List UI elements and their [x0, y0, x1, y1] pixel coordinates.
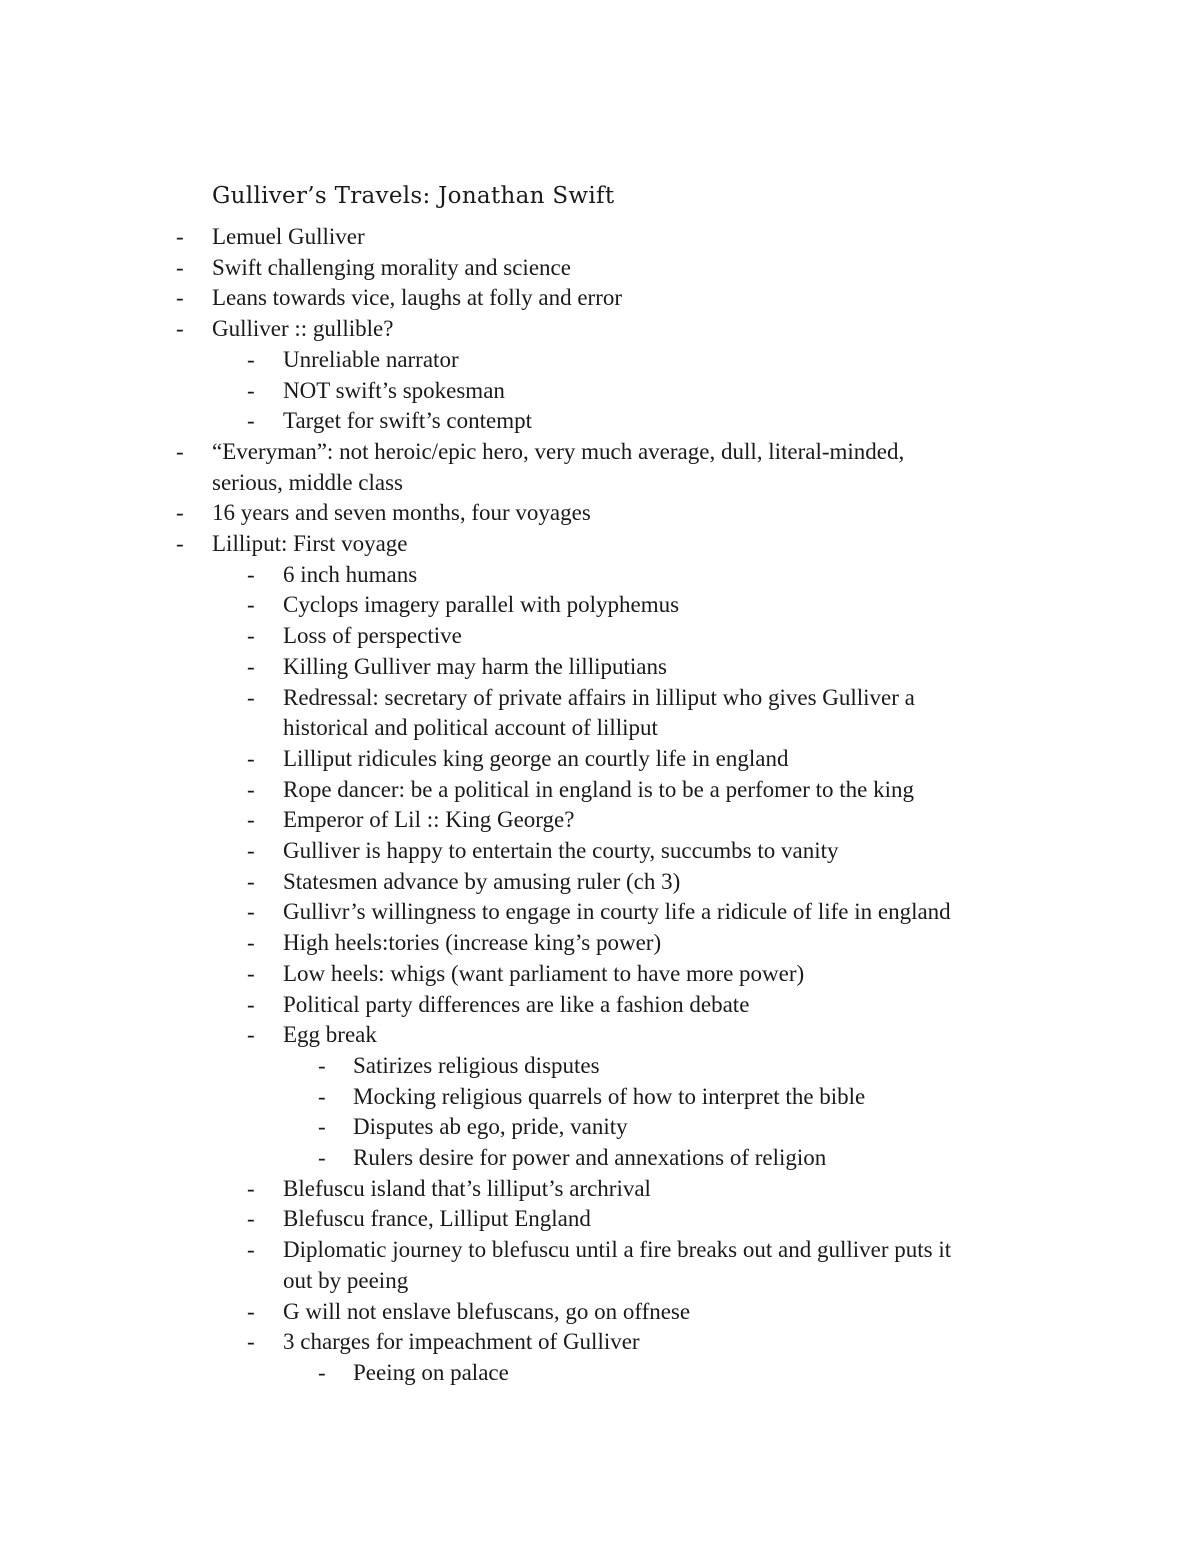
- list-item-level-2: Mocking religious quarrels of how to interpret the bible: [353, 1083, 866, 1109]
- bullet-dash: -: [247, 653, 255, 679]
- list-item-level-2: Satirizes religious disputes: [353, 1052, 600, 1078]
- bullet-dash: -: [247, 623, 255, 649]
- bullet-dash: -: [247, 1175, 255, 1201]
- list-item-level-2: Rulers desire for power and annexations of religion: [353, 1145, 827, 1170]
- bullet-dash: -: [176, 285, 184, 311]
- list-item-level-1: Loss of perspective: [283, 623, 462, 649]
- list-item-level-1: Gullivr’s willingness to engage in courty life a ridicule of life in england: [283, 899, 951, 925]
- list-item-level-1: Blefuscu island that’s lilliput’s archrival: [283, 1175, 651, 1201]
- bullet-dash: -: [247, 1298, 255, 1324]
- list-item-level-1: NOT swift’s spokesman: [283, 377, 505, 403]
- list-item-level-2: Peeing on palace: [353, 1359, 509, 1385]
- list-item-level-1: 6 inch humans: [283, 561, 418, 587]
- bullet-dash: -: [176, 224, 184, 249]
- list-item-level-0: Leans towards vice, laughs at folly and error: [212, 285, 623, 311]
- bullet-dash: -: [247, 899, 255, 925]
- bullet-dash: -: [318, 1145, 326, 1170]
- list-item-level-1: Political party differences are like a fashion debate: [283, 991, 750, 1017]
- list-item-level-1: Target for swift’s contempt: [283, 408, 532, 434]
- list-item-level-0: Lemuel Gulliver: [212, 224, 365, 249]
- bullet-dash: -: [247, 377, 255, 403]
- list-item-level-0: 16 years and seven months, four voyages: [212, 500, 591, 526]
- list-item-level-1: High heels:tories (increase king’s power): [283, 930, 662, 956]
- list-item-level-1: Egg break: [283, 1022, 377, 1048]
- list-item-continuation: historical and political account of lilliput: [283, 715, 658, 741]
- bullet-dash: -: [247, 561, 255, 587]
- list-item-level-1: Low heels: whigs (want parliament to have more power): [283, 960, 805, 986]
- bullet-dash: -: [247, 1206, 255, 1232]
- list-item-continuation: serious, middle class: [212, 469, 403, 495]
- bullet-dash: -: [247, 408, 255, 434]
- bullet-dash: -: [318, 1052, 326, 1078]
- bullet-dash: -: [176, 531, 184, 556]
- list-item-level-1: Cyclops imagery parallel with polyphemus: [283, 592, 680, 618]
- bullet-dash: -: [247, 745, 255, 771]
- list-item-level-1: Diplomatic journey to blefuscu until a fire breaks out and gulliver puts it: [283, 1237, 952, 1263]
- list-item-level-0: Gulliver :: gullible?: [212, 316, 394, 342]
- bullet-dash: -: [318, 1114, 326, 1140]
- list-item-level-1: Killing Gulliver may harm the lilliputians: [283, 653, 667, 679]
- page-title: Gulliver’s Travels: Jonathan Swift: [212, 183, 615, 209]
- bullet-dash: -: [176, 316, 184, 342]
- bullet-dash: -: [247, 991, 255, 1017]
- bullet-dash: -: [318, 1359, 326, 1385]
- bullet-dash: -: [247, 1022, 255, 1048]
- list-item-level-1: Emperor of Lil :: King George?: [283, 807, 575, 833]
- bullet-dash: -: [176, 254, 184, 280]
- bullet-dash: -: [247, 868, 255, 894]
- list-item-level-1: Unreliable narrator: [283, 346, 459, 372]
- list-item-level-1: Statesmen advance by amusing ruler (ch 3): [283, 868, 681, 894]
- bullet-dash: -: [247, 807, 255, 833]
- bullet-dash: -: [247, 684, 255, 710]
- bullet-dash: -: [247, 1329, 255, 1355]
- bullet-dash: -: [247, 592, 255, 618]
- list-item-level-2: Disputes ab ego, pride, vanity: [353, 1114, 628, 1140]
- list-item-level-0: “Everyman”: not heroic/epic hero, very much average, dull, literal-minded,: [212, 438, 905, 464]
- list-item-level-1: Blefuscu france, Lilliput England: [283, 1206, 591, 1232]
- bullet-dash: -: [176, 500, 184, 526]
- list-item-continuation: out by peeing: [283, 1267, 409, 1293]
- list-item-level-1: G will not enslave blefuscans, go on offnese: [283, 1298, 691, 1324]
- list-item-level-0: Swift challenging morality and science: [212, 254, 571, 280]
- bullet-dash: -: [247, 930, 255, 956]
- list-item-level-1: Redressal: secretary of private affairs in lilliput who gives Gulliver a: [283, 684, 915, 710]
- bullet-dash: -: [176, 438, 184, 464]
- list-item-level-0: Lilliput: First voyage: [212, 531, 408, 556]
- bullet-dash: -: [247, 960, 255, 986]
- bullet-dash: -: [247, 838, 255, 863]
- bullet-dash: -: [247, 346, 255, 372]
- bullet-dash: -: [247, 776, 255, 802]
- list-item-level-1: Gulliver is happy to entertain the courty, succumbs to vanity: [283, 838, 839, 863]
- list-item-level-1: Lilliput ridicules king george an courtly life in england: [283, 745, 789, 771]
- bullet-dash: -: [247, 1237, 255, 1263]
- bullet-dash: -: [318, 1083, 326, 1109]
- list-item-level-1: Rope dancer: be a political in england is to be a perfomer to the king: [283, 776, 915, 802]
- list-item-level-1: 3 charges for impeachment of Gulliver: [283, 1329, 640, 1355]
